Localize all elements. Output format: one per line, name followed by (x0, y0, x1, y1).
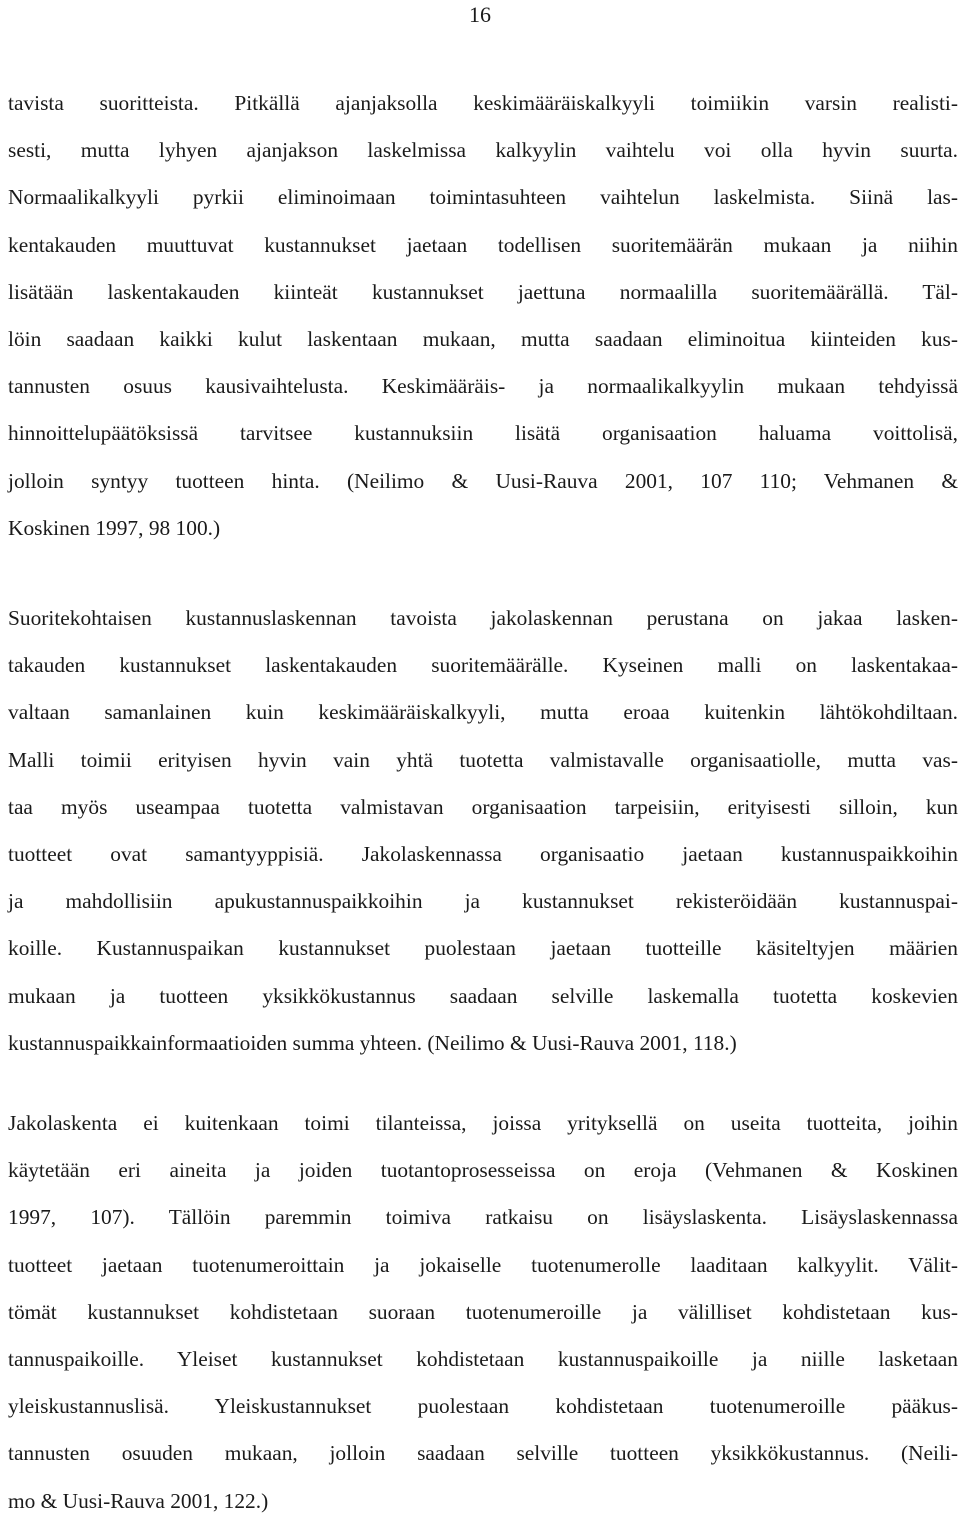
text-line: jolloin syntyy tuotteen hinta. (Neilimo & Uusi-Rauva 2001, 107 110; Vehmanen & (8, 468, 958, 493)
text-line: yleiskustannuslisä. Yleiskustannukset puolestaan kohdistetaan tuotenumeroille pääkus- (8, 1394, 958, 1419)
text-line: löin saadaan kaikki kulut laskentaan mukaan, mutta saadaan eliminoitua kiinteiden kus- (8, 326, 958, 351)
text-line: tavista suoritteista. Pitkällä ajanjaksolla keskimääräiskalkyyli toimiikin varsin realisti- (8, 91, 958, 115)
text-line: mo & Uusi-Rauva 2001, 122.) (8, 1488, 269, 1513)
text-line: valtaan samanlainen kuin keskimääräiskalkyyli, mutta eroaa kuitenkin lähtökohdiltaan. (8, 700, 958, 725)
text-line: takauden kustannukset laskentakauden suoritemäärälle. Kyseinen malli on laskentakaa- (8, 653, 958, 678)
text-line: ja mahdollisiin apukustannuspaikkoihin ja kustannukset rekisteröidään kustannuspai- (8, 889, 958, 914)
text-line: Malli toimii erityisen hyvin vain yhtä tuotetta valmistavalle organisaatiolle, mutta vas- (8, 747, 958, 772)
text-line: sesti, mutta lyhyen ajanjakson laskelmissa kalkyylin vaihtelu voi olla hyvin suurta. (8, 138, 958, 163)
text-line: Koskinen 1997, 98 100.) (8, 515, 221, 540)
text-line: taa myös useampaa tuotetta valmistavan organisaation tarpeisiin, erityisesti silloin, kun (8, 794, 958, 819)
text-line: tuotteet ovat samantyyppisiä. Jakolaskennassa organisaatio jaetaan kustannuspaikkoihin (8, 841, 958, 866)
page-number: 16 (469, 2, 491, 27)
text-line: tannusten osuuden mukaan, jolloin saadaan selville tuotteen yksikkökustannus. (Neili- (8, 1441, 958, 1466)
text-line: Suoritekohtaisen kustannuslaskennan tavoista jakolaskennan perustana on jakaa lasken- (8, 606, 958, 630)
text-line: tannuspaikoille. Yleiset kustannukset kohdistetaan kustannuspaikoille ja niille lasketaan (8, 1346, 958, 1371)
text-line: Normaalikalkyyli pyrkii eliminoimaan toimintasuhteen vaihtelun laskelmista. Siinä las- (8, 185, 958, 210)
text-line: kustannuspaikkainformaatioiden summa yhteen. (Neilimo & Uusi-Rauva 2001, 118.) (8, 1030, 737, 1055)
text-line: käytetään eri aineita ja joiden tuotantoprosesseissa on eroja (Vehmanen & Koskinen (8, 1158, 958, 1183)
text-line: lisätään laskentakauden kiinteät kustannukset jaettuna normaalilla suoritemäärällä. Täl- (8, 279, 958, 304)
text-line: mukaan ja tuotteen yksikkökustannus saadaan selville laskemalla tuotetta koskevien (8, 983, 958, 1008)
text-line: 1997, 107). Tällöin paremmin toimiva ratkaisu on lisäyslaskenta. Lisäyslaskennassa (8, 1205, 958, 1230)
text-line: kentakauden muuttuvat kustannukset jaetaan todellisen suoritemäärän mukaan ja niihin (8, 232, 958, 257)
paragraph-2 (8, 595, 958, 1067)
text-line: tannusten osuus kausivaihtelusta. Keskimääräis- ja normaalikalkyylin mukaan tehdyissä (8, 374, 958, 399)
paragraph-3 (8, 1100, 958, 1525)
text-line: tuotteet jaetaan tuotenumeroittain ja jokaiselle tuotenumerolle laaditaan kalkyylit. Välit- (8, 1252, 958, 1277)
text-line: Jakolaskenta ei kuitenkaan toimi tilanteissa, joissa yrityksellä on useita tuotteita, joihin (8, 1111, 958, 1135)
text-line: hinnoittelupäätöksissä tarvitsee kustannuksiin lisätä organisaation haluama voittolisä, (8, 421, 958, 446)
paragraph-1 (8, 80, 958, 552)
text-line: koille. Kustannuspaikan kustannukset puolestaan jaetaan tuotteille käsiteltyjen määrien (8, 936, 958, 961)
text-line: tömät kustannukset kohdistetaan suoraan tuotenumeroille ja välilliset kohdistetaan kus- (8, 1299, 958, 1324)
